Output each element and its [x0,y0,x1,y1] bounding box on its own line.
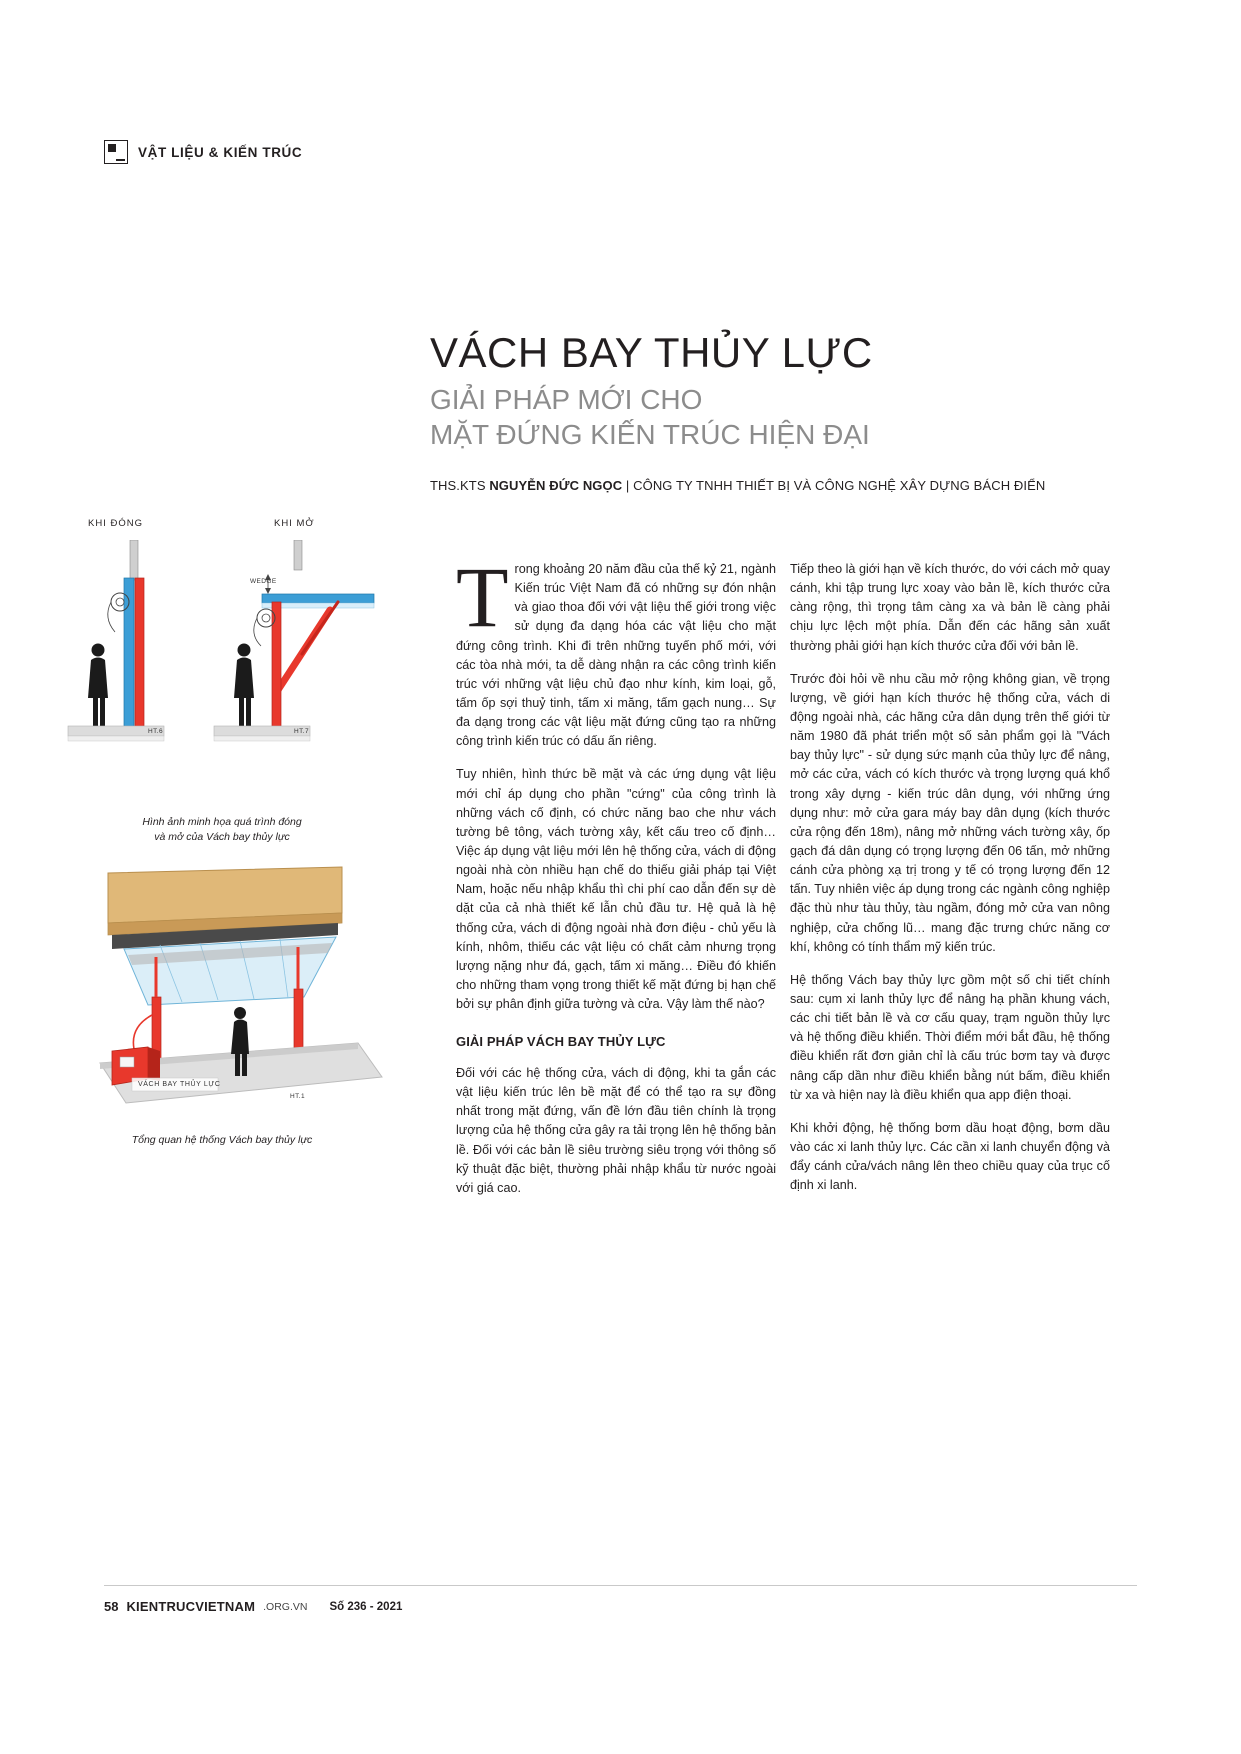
figure1-svg [62,540,382,805]
body-column-1 [456,549,776,1212]
figure2-overlay-label: VÁCH BAY THỦY LỰC [138,1081,221,1088]
page-title: VÁCH BAY THỦY LỰC [430,329,873,376]
figure1-caption [62,815,382,845]
body-paragraph-text: rong khoảng 20 năm đầu của thế kỷ 21, ngành Kiến trúc Việt Nam đã có những sự đón nhận và giao thoa đối với vật liệu thế giới trong việc sử dụng đa dạng hóa các vật liệu cho mặt đứng công trình. Khi đi trên những tuyến phố mới, với các tòa nhà mới, ta dễ dàng nhận ra các công trình kiến trúc với những vật liệu chủ đạo như kính, kim loại, gỗ, tấm ốp sợi thuỷ tinh, tấm xi măng, tấm gạch nung… Sự đa dạng trong các vật liệu mặt đứng cũng tạo ra những công trình kiến trúc có dấu ấn riêng. [456,562,776,749]
body-paragraph: Trước đòi hỏi về nhu cầu mở rộng không gian, về trọng lượng, về giới hạn kích thước hệ thống cửa, vách di động ngoài nhà, các hãng cửa dân dụng trên thế giới từ năm 1980 đã phát triển một số sản phẩm gọi là "Vách bay thủy lực" - sử dụng sức mạnh của thủy lực để nâng, mở các cửa, vách có kích thước và trọng lượng quá khổ trong xây dựng - kiến trúc dân dụng, với những ứng dụng như: mở cửa gara máy bay dân dụng (kích thước cửa rộng đến 18m), nâng mở những vách tường xây, ốp gạch đá dân dụng có trọng lượng đến 06 tấn, mở những cánh cửa phòng xạ trị trong y tế có trọng lượng đến 12 tấn. Tuy nhiên việc áp dụng trong các ngành công nghiệp đặc thù như tàu thủy, tàu ngầm, đóng mở cửa van nông nghiệp, cửa chống lũ… mang đặc trưng chức năng cơ khí, không có tính thẩm mỹ kiến trúc. [790,671,1110,954]
figure1-caption-line1: Hình ảnh minh họa quá trình đóng [142,816,302,828]
figure2-caption: Tổng quan hệ thống Vách bay thủy lực [131,1134,313,1146]
body-paragraph: Khi khởi động, hệ thống bơm dầu hoạt động, bơm dầu vào các xi lanh thủy lực. Các cần xi lanh chuyển động và đẩy cánh cửa/vách nâng lên theo chiều quay của trục cố định xi lanh. [790,1120,1110,1193]
figure1-tag-left: HT.6 [148,728,163,735]
byline-prefix: THS.KTS [430,478,490,494]
body-paragraph: Hệ thống Vách bay thủy lực gồm một số chi tiết chính sau: cụm xi lanh thủy lực để nâng hạ phần khung vách, các chi tiết bản lề và cơ cấu quay, trạm nguồn thủy lực và hệ thống điều khiển. Thời điểm mới bắt đầu, hệ thống điều khiển rất đơn giản chỉ là cấu trúc bơm tay và được nâng cấp dần như điều khiển bằng nút bấm, điều khiển từ xa và hiện nay là điều khiển qua app điện thoại. [790,972,1110,1102]
figure1-wedge-annotation: WEDGE [250,578,277,585]
byline [430,478,1130,493]
body-paragraph: Đối với các hệ thống cửa, vách di động, khi ta gắn các vật liệu kiến trúc lên bề mặt để có thể tạo ra sự đồng nhất trong mặt đứng, vấn đề lớn đầu tiên chính là trọng lượng của hệ thống cửa gây ra tải trọng lên hệ thống bản lề. Đối với các bản lề siêu trường siêu trọng với thông số kỹ thuật đặc biệt, thường phải nhập khẩu từ nước ngoài với giá cao. [456,1065,776,1195]
byline-author: NGUYỄN ĐỨC NGỌC [489,478,623,494]
body-paragraph [456,549,776,751]
figure1-tag-right: HT.7 [294,728,309,735]
figure2-svg [90,865,390,1120]
figure1-label-open: KHI MỞ [274,518,315,529]
article-subtitle [430,382,1130,452]
body-column-2 [790,560,1110,1209]
figure1-label-closed: KHI ĐÓNG [88,518,143,529]
figure2-tag: HT.1 [290,1093,305,1100]
section-heading-solution: GIẢI PHÁP VÁCH BAY THỦY LỰC [456,1034,666,1050]
site-name: KIENTRUCVIETNAM [126,1599,256,1614]
dropcap-letter: T [456,549,509,645]
article-subtitle-line1: GIẢI PHÁP MỚI CHO [430,384,703,416]
figure1-caption-line2: và mở của Vách bay thủy lực [154,831,290,844]
issue-number: Số 236 - 2021 [329,1600,403,1613]
body-paragraph: Tuy nhiên, hình thức bề mặt và các ứng dụng vật liệu mới chỉ áp dụng cho phần "cứng" của công trình là những vách cố định, có chức năng bao che như vách tường bê tông, vách tường xây, kết cấu treo cố định… Việc áp dụng vật liệu mới lên hệ thống cửa, vách di động ngoài nhà còn nhiều hạn chế do thiếu giải pháp tại Việt Nam, hoặc nếu nhập khẩu thì chi phí cao dẫn đến sự dè dặt của cả nhà thiết kế lẫn chủ đầu tư. Hệ quả là hệ thống cửa, vách di động ngoài nhà đơn điệu - chủ yếu là kính, nhôm, thiếu các vật liệu có chất cảm nhưng trọng lượng nặng như đá, gạch, tấm xi măng… Điều đó khiến cho những tham vọng trong thiết kế mặt đứng bị hạn chế bởi sự phân định giữa tường và cửa. Vậy làm thế nào? [456,767,776,1012]
magazine-mark-icon [104,140,128,164]
footer-divider [104,1585,1137,1586]
figure-system-overview [90,865,390,1120]
page-number: 58 [104,1599,119,1614]
body-paragraph: Tiếp theo là giới hạn về kích thước, do với cách mở quay cánh, khi tập trung lực xoay vào bản lề, kích thước cửa càng rộng, thì trọng tâm càng xa và bản lề càng phải chịu lực lệch một phía. Dẫn đến các hãng sản xuất thường phải giới hạn kích thước cửa đối với bản lề. [790,562,1110,653]
page-header [104,140,302,164]
section-title: VẬT LIỆU & KIẾN TRÚC [138,144,303,160]
article-title-block [430,330,1130,493]
figure-closed-open-diagram [62,518,382,805]
site-domain-suffix: .ORG.VN [263,1600,308,1613]
byline-suffix: | CÔNG TY TNHH THIẾT BỊ VÀ CÔNG NGHỆ XÂY DỰNG BÁCH ĐIỂN [622,478,1046,494]
article-subtitle-line2: MẶT ĐỨNG KIẾN TRÚC HIỆN ĐẠI [430,419,870,451]
page-footer [104,1599,402,1614]
